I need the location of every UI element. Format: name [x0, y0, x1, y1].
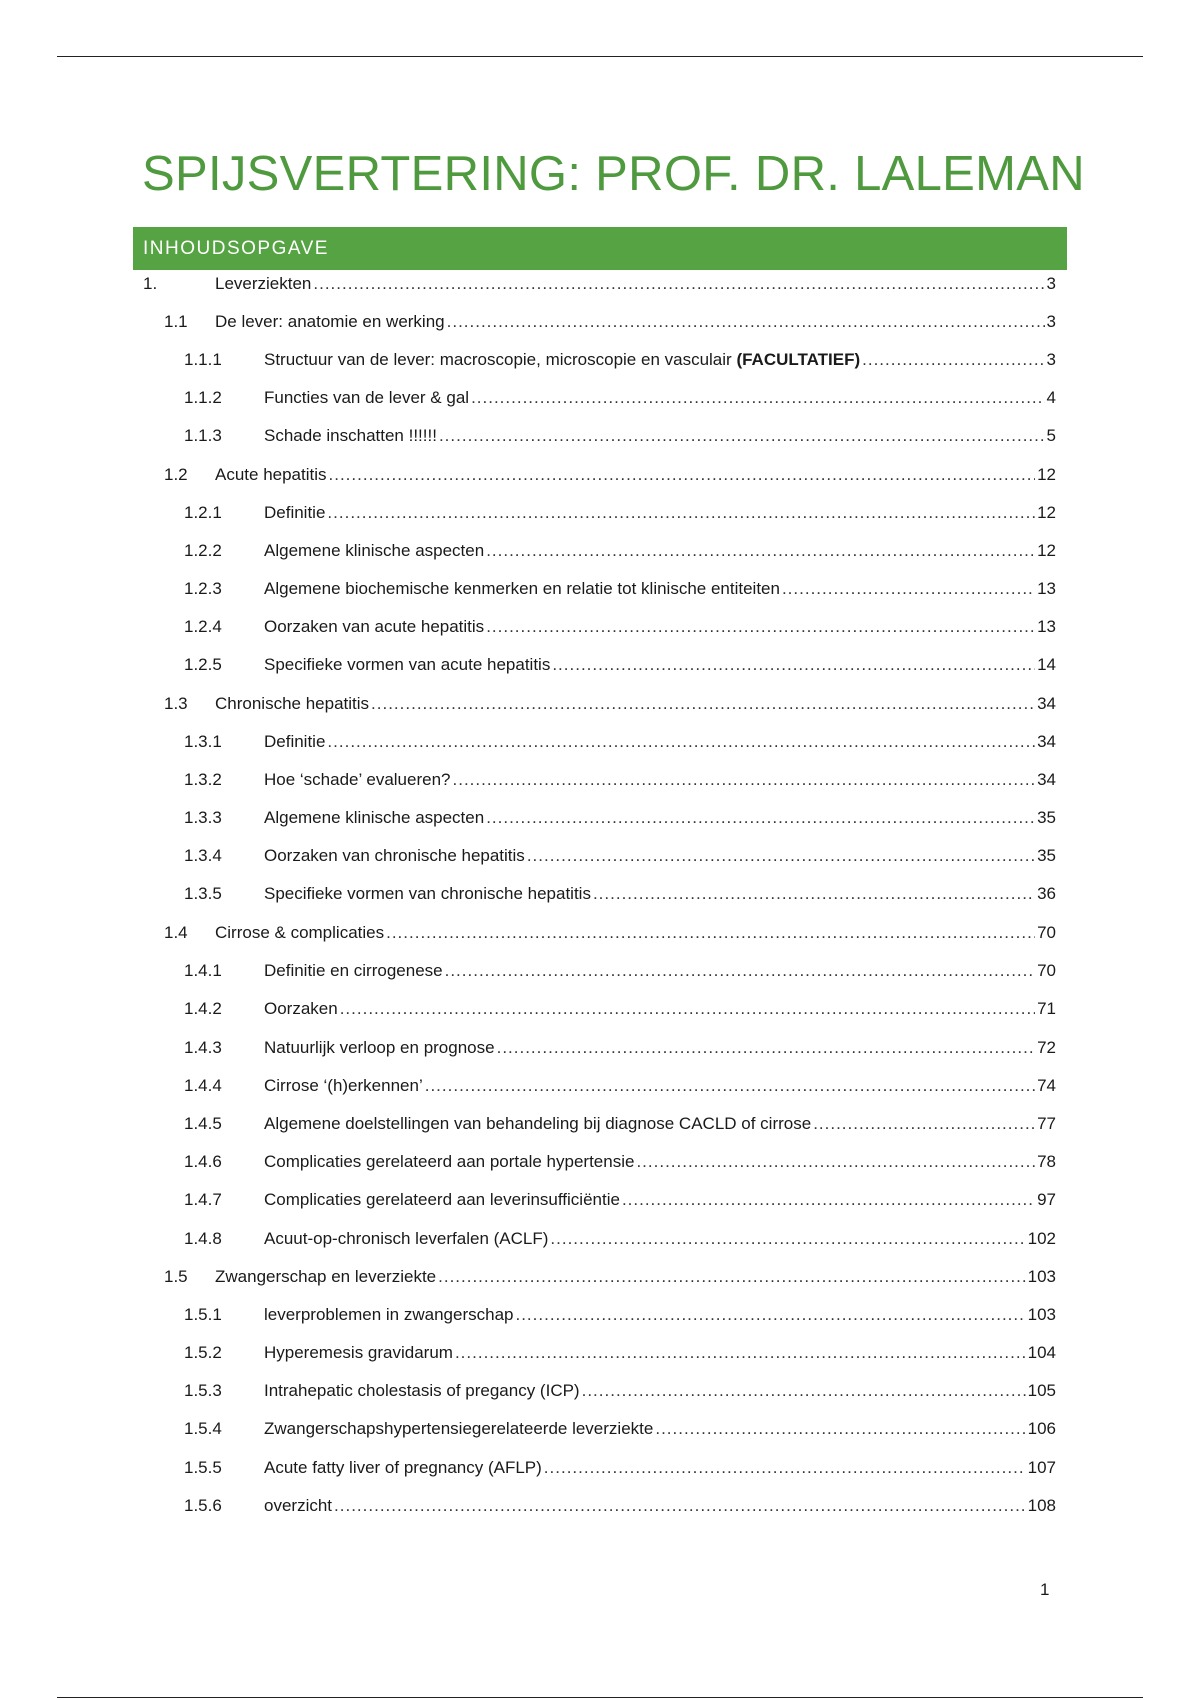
toc-entry-number: 1.1.1: [184, 350, 222, 369]
toc-dot-leader: [552, 653, 1035, 677]
toc-entry-number: 1.5.2: [184, 1343, 222, 1362]
toc-entry-page: 35: [1037, 846, 1056, 865]
toc-entry-title: Hyperemesis gravidarum: [264, 1343, 453, 1362]
toc-entry-number: 1.4.5: [184, 1114, 222, 1133]
toc-entry-title: leverproblemen in zwangerschap: [264, 1305, 514, 1324]
toc-entry-title: overzicht: [264, 1496, 333, 1515]
toc-dot-leader: [425, 1074, 1035, 1098]
toc-entry-title: Algemene biochemische kenmerken en relatie tot klinische entiteiten: [264, 579, 780, 598]
toc-dot-leader: [813, 1112, 1035, 1136]
header-rule: [57, 56, 1143, 57]
toc-entry-title: Natuurlijk verloop en prognose: [264, 1038, 495, 1057]
toc-entry-title: Acute hepatitis: [215, 465, 327, 484]
toc-entry[interactable]: [184, 1036, 1056, 1060]
toc-entry-number: 1.5.5: [184, 1458, 222, 1477]
toc-entry-number: 1.4.7: [184, 1190, 222, 1209]
toc-entry-title: Cirrose & complicaties: [215, 923, 385, 942]
toc-entry-page: 107: [1027, 1458, 1056, 1477]
toc-entry[interactable]: [184, 1150, 1056, 1174]
toc-dot-leader: [486, 615, 1035, 639]
toc-dot-leader: [329, 463, 1036, 487]
toc-dot-leader: [438, 1265, 1026, 1289]
page-number: 1: [1040, 1580, 1050, 1599]
toc-entry-page: 105: [1027, 1381, 1056, 1400]
toc-dot-leader: [313, 272, 1044, 296]
toc-entry-title: Oorzaken van chronische hepatitis: [264, 846, 525, 865]
toc-entry-page: 13: [1037, 617, 1056, 636]
toc-entry-number: 1.1: [164, 312, 188, 331]
toc-entry-number: 1.4.2: [184, 999, 222, 1018]
toc-entry[interactable]: [184, 806, 1056, 830]
toc-dot-leader: [445, 959, 1035, 983]
toc-entry-number: 1.5.3: [184, 1381, 222, 1400]
toc-dot-leader: [455, 1341, 1026, 1365]
toc-entry[interactable]: [184, 1303, 1056, 1327]
toc-dot-leader: [544, 1456, 1026, 1480]
toc-entry-title: Complicaties gerelateerd aan portale hypertensie: [264, 1152, 635, 1171]
toc-entry[interactable]: [184, 386, 1056, 410]
toc-entry-title: Definitie: [264, 503, 326, 522]
toc-entry-number: 1.2.1: [184, 503, 222, 522]
toc-entry[interactable]: [184, 1227, 1056, 1251]
toc-entry-title: Acute fatty liver of pregnancy (AFLP): [264, 1458, 542, 1477]
toc-entry-number: 1.2.2: [184, 541, 222, 560]
toc-entry-page: 12: [1037, 541, 1056, 560]
toc-entry-number: 1.4.8: [184, 1229, 222, 1248]
toc-dot-leader: [327, 501, 1035, 525]
toc-entry-title: Definitie en cirrogenese: [264, 961, 443, 980]
toc-entry-page: 102: [1027, 1229, 1056, 1248]
toc-dot-leader: [622, 1188, 1035, 1212]
toc-entry-page: 35: [1037, 808, 1056, 827]
toc-entry-number: 1.2.3: [184, 579, 222, 598]
toc-entry-page: 12: [1037, 465, 1056, 484]
toc-entry-number: 1.3.5: [184, 884, 222, 903]
toc-entry-page: 97: [1037, 1190, 1056, 1209]
toc-dot-leader: [486, 806, 1035, 830]
toc-entry-title: Algemene doelstellingen van behandeling bij diagnose CACLD of cirrose: [264, 1114, 812, 1133]
toc-entry-page: 78: [1037, 1152, 1056, 1171]
toc-dot-leader: [497, 1036, 1035, 1060]
toc-entry[interactable]: [164, 921, 1056, 945]
toc-dot-leader: [439, 424, 1045, 448]
toc-entry-number: 1.5.4: [184, 1419, 222, 1438]
toc-entry[interactable]: [184, 1188, 1056, 1212]
toc-entry-number: 1.5.6: [184, 1496, 222, 1515]
toc-entry[interactable]: [184, 1494, 1056, 1518]
toc-entry-number: 1.4.1: [184, 961, 222, 980]
toc-entry-title: Oorzaken van acute hepatitis: [264, 617, 485, 636]
toc-entry-number: 1.3: [164, 694, 188, 713]
toc-entry-page: 70: [1037, 961, 1056, 980]
toc-entry-page: 4: [1046, 388, 1056, 407]
toc-dot-leader: [655, 1417, 1025, 1441]
toc-entry-title: Chronische hepatitis: [215, 694, 370, 713]
toc-entry-number: 1.2: [164, 465, 188, 484]
toc-entry[interactable]: [184, 1112, 1056, 1136]
toc-entry-number: 1.: [143, 274, 158, 293]
toc-entry-page: 3: [1046, 274, 1056, 293]
toc-entry-page: 12: [1037, 503, 1056, 522]
toc-entry-number: 1.3.4: [184, 846, 222, 865]
toc-entry-number: 1.4.6: [184, 1152, 222, 1171]
toc-entry-page: 34: [1037, 770, 1056, 789]
toc-entry[interactable]: [184, 997, 1056, 1021]
toc-dot-leader: [636, 1150, 1035, 1174]
toc-entry-page: 34: [1037, 694, 1056, 713]
toc-entry-emphasis: (FACULTATIEF): [736, 350, 861, 369]
toc-entry-page: 106: [1027, 1419, 1056, 1438]
toc-heading: INHOUDSOPGAVE: [143, 238, 329, 259]
toc-entry[interactable]: [184, 959, 1056, 983]
toc-entry-page: 74: [1037, 1076, 1056, 1095]
toc-entry-page: 103: [1027, 1267, 1056, 1286]
document-title: SPIJSVERTERING: PROF. DR. LALEMAN: [142, 147, 1085, 201]
toc-entry-page: 71: [1037, 999, 1056, 1018]
toc-entry-page: 70: [1037, 923, 1056, 942]
toc-entry-page: 104: [1027, 1343, 1056, 1362]
toc-dot-leader: [371, 692, 1035, 716]
toc-entry-number: 1.1.3: [184, 426, 222, 445]
toc-entry[interactable]: [184, 653, 1056, 677]
toc-entry-number: 1.2.4: [184, 617, 222, 636]
toc-entry-number: 1.4: [164, 923, 188, 942]
toc-entry-title: Functies van de lever & gal: [264, 388, 470, 407]
toc-entry-title: Zwangerschap en leverziekte: [215, 1267, 437, 1286]
toc-dot-leader: [334, 1494, 1026, 1518]
toc-entry-title: Specifieke vormen van chronische hepatitis: [264, 884, 591, 903]
toc-dot-leader: [527, 844, 1035, 868]
toc-entry-number: 1.3.2: [184, 770, 222, 789]
toc-dot-leader: [453, 768, 1036, 792]
toc-dot-leader: [550, 1227, 1025, 1251]
toc-dot-leader: [327, 730, 1035, 754]
toc-entry-number: 1.1.2: [184, 388, 222, 407]
toc-entry-number: 1.5: [164, 1267, 188, 1286]
toc-entry-number: 1.4.4: [184, 1076, 222, 1095]
toc-entry[interactable]: [184, 768, 1056, 792]
toc-entry-page: 77: [1037, 1114, 1056, 1133]
toc-entry-page: 103: [1027, 1305, 1056, 1324]
toc-entry-page: 36: [1037, 884, 1056, 903]
toc-entry-title: Algemene klinische aspecten: [264, 541, 485, 560]
toc-entry-page: 34: [1037, 732, 1056, 751]
toc-entry-title: Hoe ‘schade’ evalueren?: [264, 770, 451, 789]
toc-entry-page: 5: [1046, 426, 1056, 445]
toc-entry-number: 1.4.3: [184, 1038, 222, 1057]
toc-entry-number: 1.2.5: [184, 655, 222, 674]
toc-entry[interactable]: [184, 730, 1056, 754]
toc-entry[interactable]: [184, 1379, 1056, 1403]
toc-entry-page: 3: [1046, 350, 1056, 369]
toc-entry-title: Schade inschatten !!!!!!: [264, 426, 437, 445]
toc-dot-leader: [386, 921, 1035, 945]
toc-entry-page: 3: [1046, 312, 1056, 331]
toc-entry[interactable]: [184, 1456, 1056, 1480]
toc-dot-leader: [515, 1303, 1025, 1327]
toc-dot-leader: [340, 997, 1035, 1021]
toc-entry-number: 1.3.1: [184, 732, 222, 751]
toc-entry[interactable]: [184, 1074, 1056, 1098]
toc-entry[interactable]: [143, 272, 1056, 296]
toc-entry[interactable]: [164, 1265, 1056, 1289]
toc-entry-number: 1.3.3: [184, 808, 222, 827]
toc-entry[interactable]: [164, 463, 1056, 487]
toc-entry-title: Algemene klinische aspecten: [264, 808, 485, 827]
toc-entry-title: Oorzaken: [264, 999, 338, 1018]
toc-entry[interactable]: [184, 615, 1056, 639]
toc-dot-leader: [593, 882, 1035, 906]
toc-dot-leader: [471, 386, 1044, 410]
toc-entry-page: 72: [1037, 1038, 1056, 1057]
toc-entry-title: Cirrose ‘(h)erkennen’: [264, 1076, 423, 1095]
toc-entry-page: 108: [1027, 1496, 1056, 1515]
toc-entry[interactable]: [184, 882, 1056, 906]
toc-entry-number: 1.5.1: [184, 1305, 222, 1324]
toc-dot-leader: [862, 348, 1044, 372]
toc-entry-title: De lever: anatomie en werking: [215, 312, 445, 331]
toc-entry[interactable]: [184, 1417, 1056, 1441]
toc-entry-title: Definitie: [264, 732, 326, 751]
toc-entry-title: Acuut-op-chronisch leverfalen (ACLF): [264, 1229, 549, 1248]
toc-entry[interactable]: [184, 1341, 1056, 1365]
toc-entry[interactable]: [184, 501, 1056, 525]
toc-entry[interactable]: [164, 692, 1056, 716]
toc-dot-leader: [486, 539, 1035, 563]
toc-entry-page: 13: [1037, 579, 1056, 598]
toc-heading-bar: [133, 227, 1067, 270]
toc-dot-leader: [582, 1379, 1026, 1403]
toc-entry-title: Zwangerschapshypertensiegerelateerde leverziekte: [264, 1419, 654, 1438]
toc-entry[interactable]: [184, 348, 1056, 372]
toc-entry-title: Intrahepatic cholestasis of pregancy (ICP): [264, 1381, 580, 1400]
toc-dot-leader: [782, 577, 1035, 601]
toc-entry[interactable]: [184, 424, 1056, 448]
footer-rule: [57, 1697, 1143, 1698]
toc-entry[interactable]: [184, 844, 1056, 868]
toc-entry-title: Specifieke vormen van acute hepatitis: [264, 655, 551, 674]
toc-entry[interactable]: [164, 310, 1056, 334]
toc-dot-leader: [447, 310, 1045, 334]
toc-entry-title: Structuur van de lever: macroscopie, microscopie en vasculair (FACULTATIEF): [264, 350, 861, 369]
toc-entry-title: Leverziekten: [215, 274, 312, 293]
toc-entry-page: 14: [1037, 655, 1056, 674]
toc-entry[interactable]: [184, 539, 1056, 563]
toc-entry-title: Complicaties gerelateerd aan leverinsufficiëntie: [264, 1190, 620, 1209]
toc-entry[interactable]: [184, 577, 1056, 601]
